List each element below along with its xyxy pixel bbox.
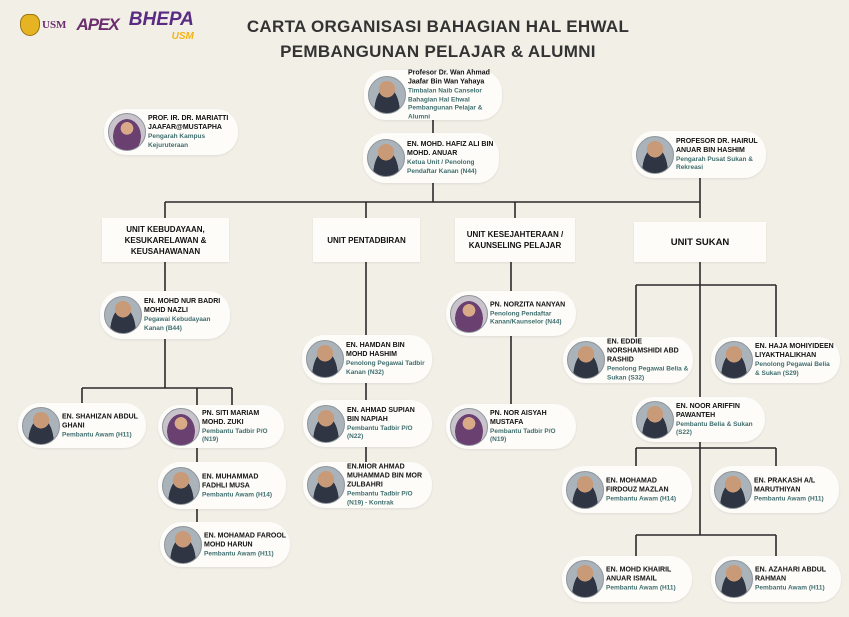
person-name: EN. MUHAMMAD FADHLI MUSA <box>202 472 259 489</box>
person-position: Pembantu Tadbir P/O (N19) <box>490 427 556 443</box>
person-position: Pembantu Awam (H11) <box>755 584 825 592</box>
person-position: Pembantu Awam (H11) <box>204 549 274 557</box>
person-card-eddie <box>563 337 693 383</box>
person-card-khairil <box>562 556 692 602</box>
person-name: EN. MOHD NUR BADRI MOHD NAZLI <box>144 298 221 314</box>
person-card-hamdan <box>302 335 432 383</box>
logo-group <box>20 10 194 40</box>
unit-kebudayaan <box>102 218 229 262</box>
person-card-norzita <box>446 291 576 336</box>
person-card-badri <box>100 291 230 339</box>
person-photo-icon <box>162 408 200 446</box>
person-name: EN. SHAHIZAN ABDUL GHANI <box>62 412 138 429</box>
person-card-prakash <box>710 466 839 513</box>
person-name: EN. AZAHARI ABDUL RAHMAN <box>755 566 826 583</box>
person-position: Pengarah Pusat Sukan & Rekreasi <box>676 155 753 171</box>
person-name: EN. PRAKASH A/L MARUTHIYAN <box>754 476 816 493</box>
unit-sukan-label: UNIT SUKAN <box>670 236 730 248</box>
unit-kesejahteraan <box>455 218 575 262</box>
usm-crest-icon <box>20 14 40 36</box>
person-position: Pembantu Awam (H11) <box>754 494 824 502</box>
person-photo-icon <box>162 467 200 505</box>
person-card-tnc <box>364 70 502 120</box>
person-position: Penolong Pendaftar Kanan/Kaunselor (N44) <box>490 310 562 326</box>
person-name: EN. HAJA MOHIYIDEEN LIYAKTHALIKHAN <box>755 343 834 359</box>
person-photo-icon <box>450 295 488 333</box>
person-name: Profesor Dr. Wan Ahmad Jaafar Bin Wan Yahaya <box>408 69 490 86</box>
person-photo-icon <box>368 76 406 114</box>
person-photo-icon <box>715 341 753 379</box>
person-photo-icon <box>307 466 345 504</box>
person-name: PN. SITI MARIAM MOHD. ZUKI <box>202 409 260 426</box>
bhepa-logo <box>129 9 194 42</box>
person-photo-icon <box>22 407 60 445</box>
person-photo-icon <box>307 405 345 443</box>
person-card-pengarah-kampus <box>104 109 238 155</box>
title-line-2: PEMBANGUNAN PELAJAR & ALUMNI <box>280 42 596 61</box>
person-photo-icon <box>450 408 488 446</box>
person-position: Pembantu Belia & Sukan (S22) <box>676 420 753 436</box>
person-card-nor-aisyah <box>446 404 576 449</box>
person-photo-icon <box>367 139 405 177</box>
person-photo-icon <box>567 341 605 379</box>
unit-pentadbiran <box>313 218 420 262</box>
person-photo-icon <box>566 471 604 509</box>
person-position: Pembantu Awam (H14) <box>606 494 677 502</box>
apex-logo: APEX <box>76 15 119 34</box>
person-position: Pembantu Awam (H11) <box>62 430 132 438</box>
person-photo-icon <box>566 560 604 598</box>
person-card-siti-mariam <box>158 405 284 448</box>
unit-sukan <box>634 222 766 262</box>
person-photo-icon <box>104 296 142 334</box>
person-name: EN. AHMAD SUPIAN BIN NAPIAH <box>347 406 415 423</box>
person-position: Pembantu Tadbir P/O (N19) <box>202 427 268 443</box>
person-name: EN. MOHAMAD FIRDOUZ MAZLAN <box>606 476 669 493</box>
usm-logo <box>20 14 66 36</box>
person-card-haja <box>711 337 840 383</box>
person-card-farool <box>160 522 290 567</box>
person-card-azahari <box>711 556 841 602</box>
person-photo-icon <box>108 113 146 151</box>
person-photo-icon <box>636 136 674 174</box>
unit-pentadbiran-label: UNIT PENTADBIRAN <box>327 235 406 245</box>
person-name: EN.MIOR AHMAD MUHAMMAD BIN MOR ZULBAHRI <box>347 463 423 489</box>
unit-kesejahteraan-label: UNIT KESEJAHTERAAN / KAUNSELING PELAJAR <box>466 230 564 250</box>
person-name: EN. NOOR ARIFFIN PAWANTEH <box>676 402 740 419</box>
person-photo-icon <box>714 471 752 509</box>
person-position: Pembantu Tadbir P/O (N19) - Kontrak <box>347 490 413 506</box>
person-name: PROFESOR DR. HAIRUL ANUAR BIN HASHIM <box>676 137 758 154</box>
person-card-ahmad-supian <box>303 400 432 447</box>
person-name: EN. MOHD KHAIRIL ANUAR ISMAIL <box>606 566 672 583</box>
person-photo-icon <box>306 340 344 378</box>
usm-logo-text: USM <box>42 19 67 31</box>
person-position: Penolong Pegawai Belia & Sukan (S29) <box>755 361 830 377</box>
person-card-mior <box>303 462 432 508</box>
bhepa-logo-text: BHEPA <box>128 8 194 30</box>
person-name: EN. EDDIE NORSHAMSHIDI ABD RASHID <box>607 338 679 364</box>
person-position: Ketua Unit / Penolong Pendaftar Kanan (N44) <box>407 159 477 175</box>
person-position: Timbalan Naib Canselor Bahagian Hal Ehwal Pembangunan Pelajar & Alumni <box>408 87 483 120</box>
person-name: EN. HAMDAN BIN MOHD HASHIM <box>346 342 405 358</box>
person-photo-icon <box>164 526 202 564</box>
person-position: Pembantu Awam (H11) <box>606 584 676 592</box>
person-position: Pembantu Tadbir P/O (N22) <box>347 424 413 440</box>
person-photo-icon <box>636 401 674 439</box>
person-photo-icon <box>715 560 753 598</box>
person-position: Penolong Pegawai Tadbir Kanan (N32) <box>346 360 425 376</box>
person-position: Pegawai Kebudayaan Kanan (B44) <box>144 316 211 332</box>
person-position: Pengarah Kampus Kejuruteraan <box>148 133 206 149</box>
person-name: PROF. IR. DR. MARIATTI JAAFAR@MUSTAPHA <box>148 115 229 131</box>
person-card-shahizan <box>18 403 146 448</box>
person-card-firdouz <box>562 466 692 513</box>
person-card-noor-ariffin <box>632 397 765 442</box>
person-card-pengarah-sukan <box>632 131 766 178</box>
person-name: EN. MOHAMAD FAROOL MOHD HARUN <box>204 531 286 548</box>
person-card-ketua-unit <box>363 133 499 183</box>
person-name: EN. MOHD. HAFIZ ALI BIN MOHD. ANUAR <box>407 141 494 157</box>
person-card-fadhli <box>158 462 286 509</box>
person-position: Penolong Pegawai Belia & Sukan (S32) <box>607 365 689 381</box>
person-name: PN. NOR AISYAH MUSTAFA <box>490 409 547 426</box>
person-position: Pembantu Awam (H14) <box>202 490 273 498</box>
page-title <box>228 14 648 64</box>
unit-kebudayaan-label: UNIT KEBUDAYAAN, KESUKARELAWAN & KEUSAHAWANAN <box>124 224 207 256</box>
bhepa-logo-subtext: USM <box>171 30 194 42</box>
title-line-1: CARTA ORGANISASI BAHAGIAN HAL EHWAL <box>246 17 630 36</box>
person-name: PN. NORZITA NANYAN <box>490 301 566 308</box>
